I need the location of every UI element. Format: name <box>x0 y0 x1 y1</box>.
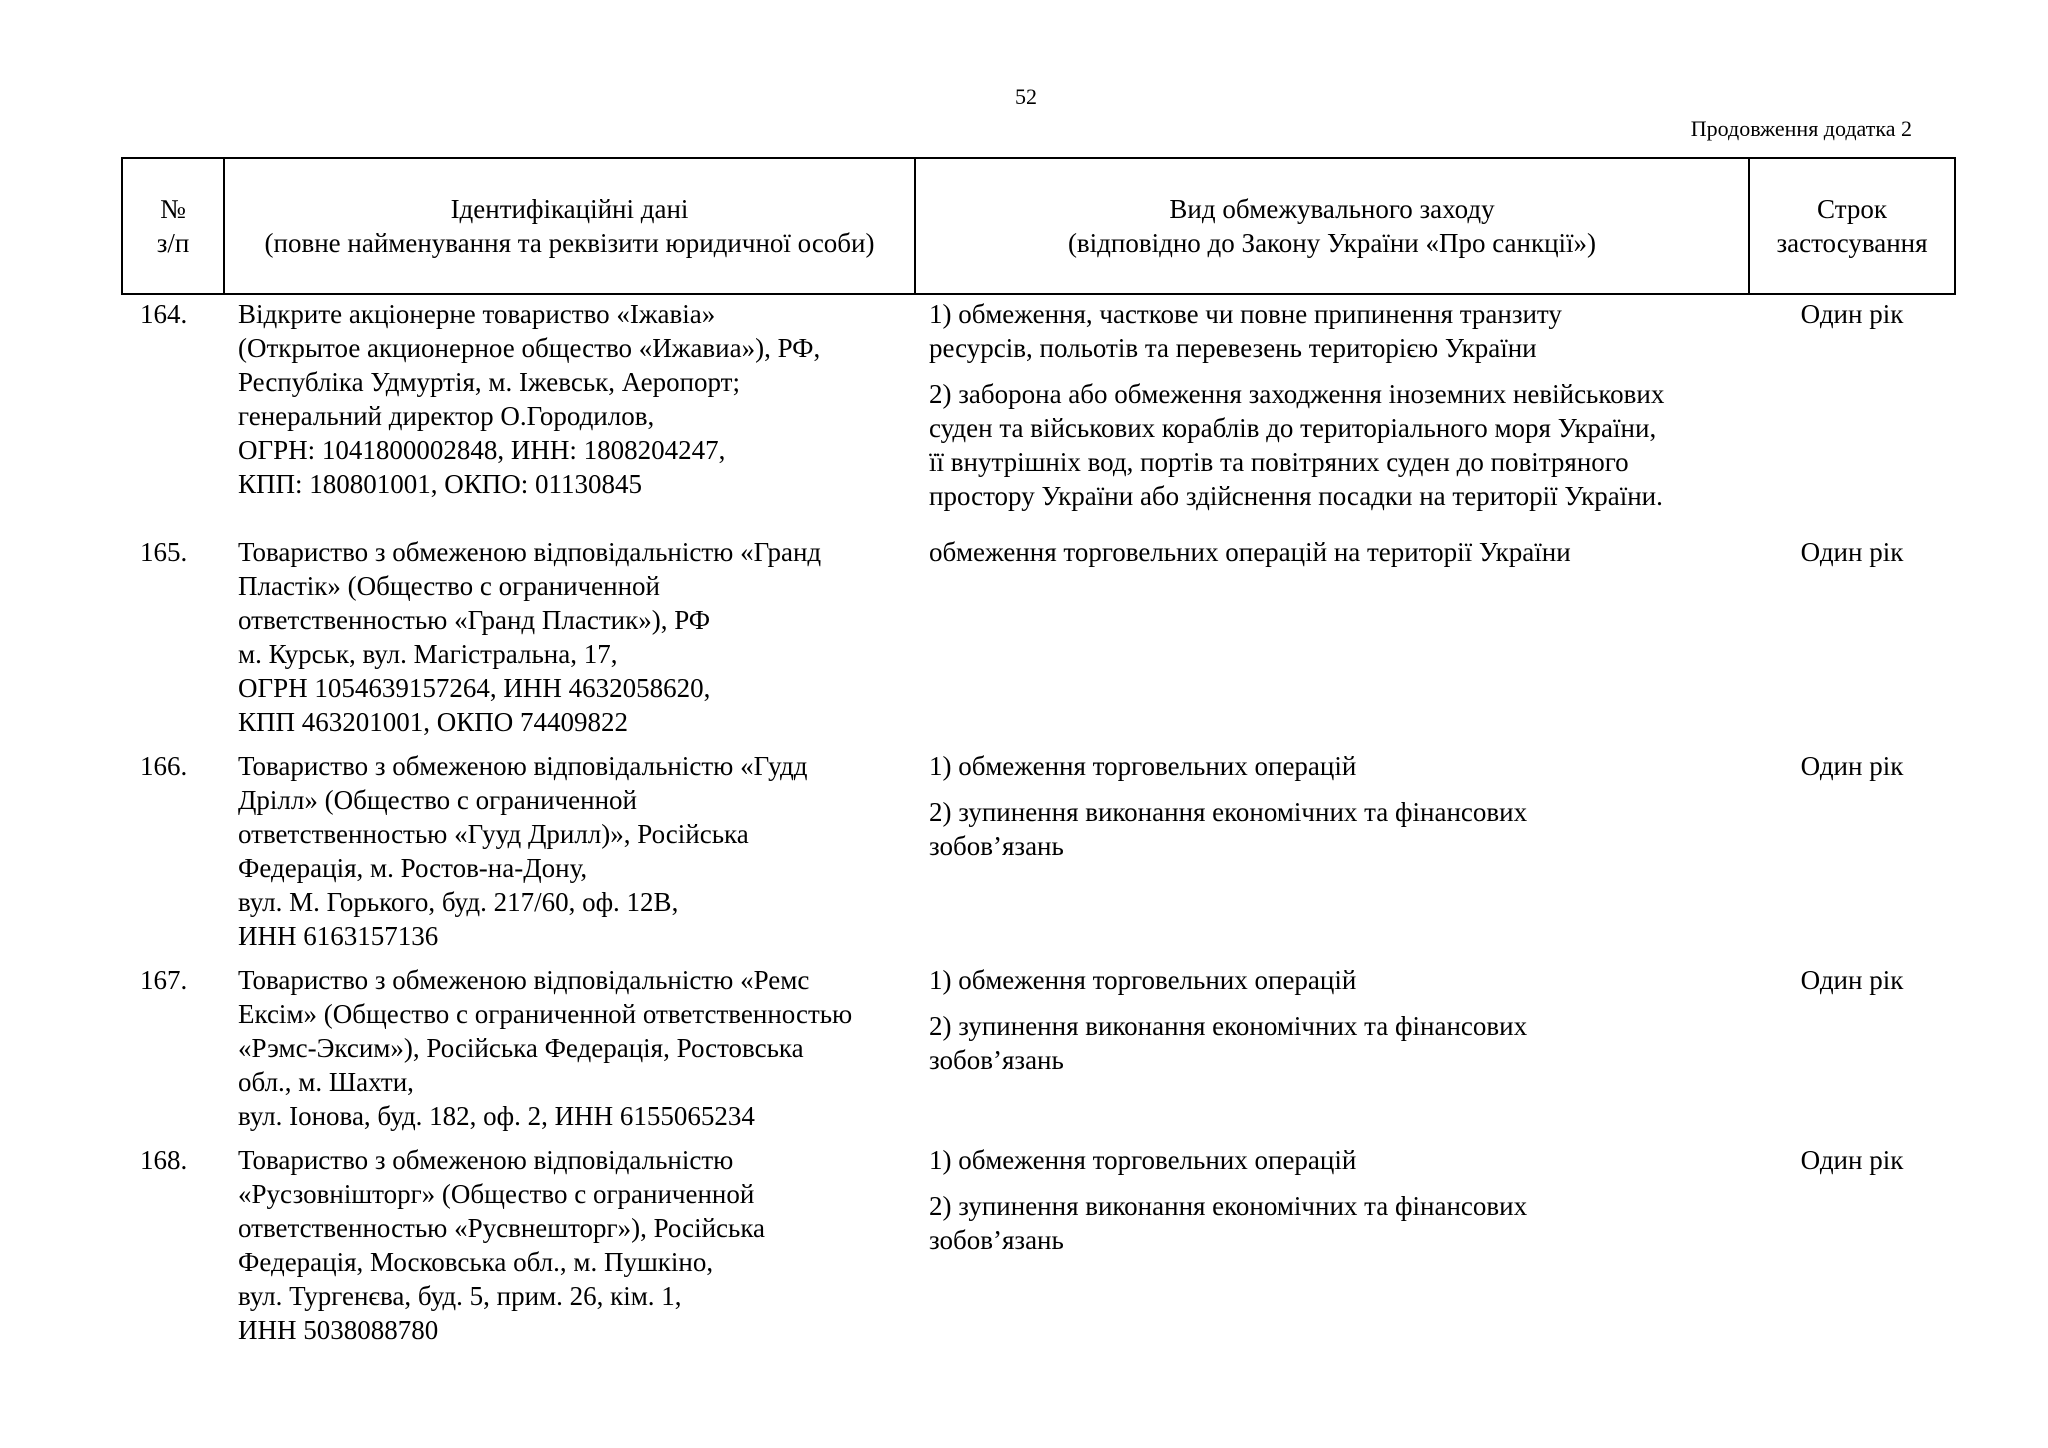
measure-item <box>929 1143 1749 1177</box>
sanctions-table <box>121 157 1956 1357</box>
identification-line: ИНН 5038088780 <box>238 1315 439 1345</box>
measure-line: її внутрішніх вод, портів та повітряних суден до повітряного <box>929 447 1629 477</box>
identification-line: ОГРН 1054639157264, ИНН 4632058620, <box>238 673 711 703</box>
header-ident-line: (повне найменування та реквізити юридичної особи) <box>264 228 875 258</box>
measure-line: 2) зупинення виконання економічних та фінансових <box>929 1191 1528 1221</box>
identification-line: ОГРН: 1041800002848, ИНН: 1808204247, <box>238 435 726 465</box>
header-term-line: застосування <box>1776 228 1928 258</box>
measure-item <box>929 1189 1749 1257</box>
identification-line: Федерація, м. Ростов-на-Дону, <box>238 853 588 883</box>
identification-line: Пластік» (Общество с ограниченной <box>238 571 660 601</box>
identification-line: Товариство з обмеженою відповідальністю «Ремс <box>238 965 810 995</box>
header-ident-line: Ідентифікаційні дані <box>450 194 689 224</box>
header-num-line: № <box>160 194 186 224</box>
identification-line: Республіка Удмуртія, м. Іжевськ, Аеропорт; <box>238 367 740 397</box>
measure-line: зобов’язань <box>929 1045 1064 1075</box>
application-term: Один рік <box>1800 1145 1904 1175</box>
row-number: 166. <box>140 751 188 781</box>
identification-line: «Рэмс-Эксим»), Російська Федерація, Ростовська <box>238 1033 804 1063</box>
measure-line: 2) заборона або обмеження заходження іноземних невійськових <box>929 379 1665 409</box>
identification-line: вул. Іонова, буд. 182, оф. 2, ИНН 6155065234 <box>238 1101 755 1131</box>
table-row <box>122 535 1955 749</box>
identification-data <box>224 1143 915 1357</box>
row-number: 165. <box>140 537 188 567</box>
restrictive-measures <box>915 1143 1749 1357</box>
measure-line: 2) зупинення виконання економічних та фінансових <box>929 1011 1528 1041</box>
table-row <box>122 294 1955 535</box>
restrictive-measures <box>915 535 1749 749</box>
identification-line: ИНН 6163157136 <box>238 921 439 951</box>
measure-line: 1) обмеження торговельних операцій <box>929 751 1357 781</box>
identification-line: Товариство з обмеженою відповідальністю «Гранд <box>238 537 822 567</box>
identification-data <box>224 535 915 749</box>
header-ident <box>224 158 915 294</box>
identification-line: Дрілл» (Общество с ограниченной <box>238 785 637 815</box>
identification-data <box>224 294 915 535</box>
measure-line: зобов’язань <box>929 831 1064 861</box>
application-term: Один рік <box>1800 299 1904 329</box>
identification-line: м. Курськ, вул. Магістральна, 17, <box>238 639 618 669</box>
measure-line: простору України або здійснення посадки на території України. <box>929 481 1663 511</box>
header-num-line: з/п <box>156 228 190 258</box>
identification-line: Товариство з обмеженою відповідальністю <box>238 1145 734 1175</box>
restrictive-measures <box>915 963 1749 1143</box>
header-term <box>1749 158 1955 294</box>
measure-line: ресурсів, польотів та перевезень територією України <box>929 333 1537 363</box>
identification-line: Федерація, Московська обл., м. Пушкіно, <box>238 1247 714 1277</box>
measure-item <box>929 297 1749 365</box>
measure-item <box>929 1009 1749 1077</box>
restrictive-measures <box>915 749 1749 963</box>
measure-line: обмеження торговельних операцій на території України <box>929 537 1571 567</box>
identification-line: (Открытое акционерное общество «Ижавиа»), РФ, <box>238 333 821 363</box>
identification-line: ответственностью «Гранд Пластик»), РФ <box>238 605 711 635</box>
header-term-line: Строк <box>1817 194 1887 224</box>
table-body <box>122 294 1955 1357</box>
identification-line: ответственностью «Русвнешторг»), Російська <box>238 1213 766 1243</box>
table-row <box>122 1143 1955 1357</box>
measure-item <box>929 963 1749 997</box>
identification-line: обл., м. Шахти, <box>238 1067 414 1097</box>
identification-line: вул. Тургенєва, буд. 5, прим. 26, кім. 1, <box>238 1281 682 1311</box>
identification-line: КПП 463201001, ОКПО 74409822 <box>238 707 629 737</box>
identification-line: Відкрите акціонерне товариство «Іжавіа» <box>238 299 716 329</box>
table-row <box>122 963 1955 1143</box>
identification-data <box>224 963 915 1143</box>
row-number: 167. <box>140 965 188 995</box>
row-number: 164. <box>140 299 188 329</box>
table-header-row <box>122 158 1955 294</box>
measure-line: 1) обмеження торговельних операцій <box>929 965 1357 995</box>
measure-item <box>929 377 1749 513</box>
identification-line: «Русзовнішторг» (Общество с ограниченной <box>238 1179 755 1209</box>
measure-line: 1) обмеження, часткове чи повне припинення транзиту <box>929 299 1562 329</box>
application-term: Один рік <box>1800 965 1904 995</box>
measure-item <box>929 749 1749 783</box>
table-row <box>122 749 1955 963</box>
measure-line: 2) зупинення виконання економічних та фінансових <box>929 797 1528 827</box>
row-number: 168. <box>140 1145 188 1175</box>
measure-item <box>929 795 1749 863</box>
application-term: Один рік <box>1800 537 1904 567</box>
identification-line: Товариство з обмеженою відповідальністю «Гудд <box>238 751 808 781</box>
header-measure-line: (відповідно до Закону України «Про санкції») <box>1067 228 1597 258</box>
sanctions-sheet <box>121 157 1954 1357</box>
measure-line: суден та військових кораблів до територіального моря України, <box>929 413 1657 443</box>
identification-line: вул. М. Горького, буд. 217/60, оф. 12В, <box>238 887 679 917</box>
page-number: 52 <box>1015 84 1037 109</box>
identification-line: генеральний директор О.Городилов, <box>238 401 655 431</box>
continuation-note: Продовження додатка 2 <box>1690 116 1912 141</box>
identification-line: Ексім» (Общество с ограниченной ответственностью <box>238 999 853 1029</box>
measure-line: зобов’язань <box>929 1225 1064 1255</box>
application-term: Один рік <box>1800 751 1904 781</box>
header-measure-line: Вид обмежувального заходу <box>1169 194 1495 224</box>
measure-line: 1) обмеження торговельних операцій <box>929 1145 1357 1175</box>
header-measure <box>915 158 1749 294</box>
identification-line: КПП: 180801001, ОКПО: 01130845 <box>238 469 643 499</box>
restrictive-measures <box>915 294 1749 535</box>
identification-line: ответственностью «Гууд Дрилл)», Російська <box>238 819 749 849</box>
header-num <box>122 158 224 294</box>
measure-item <box>929 535 1749 569</box>
identification-data <box>224 749 915 963</box>
